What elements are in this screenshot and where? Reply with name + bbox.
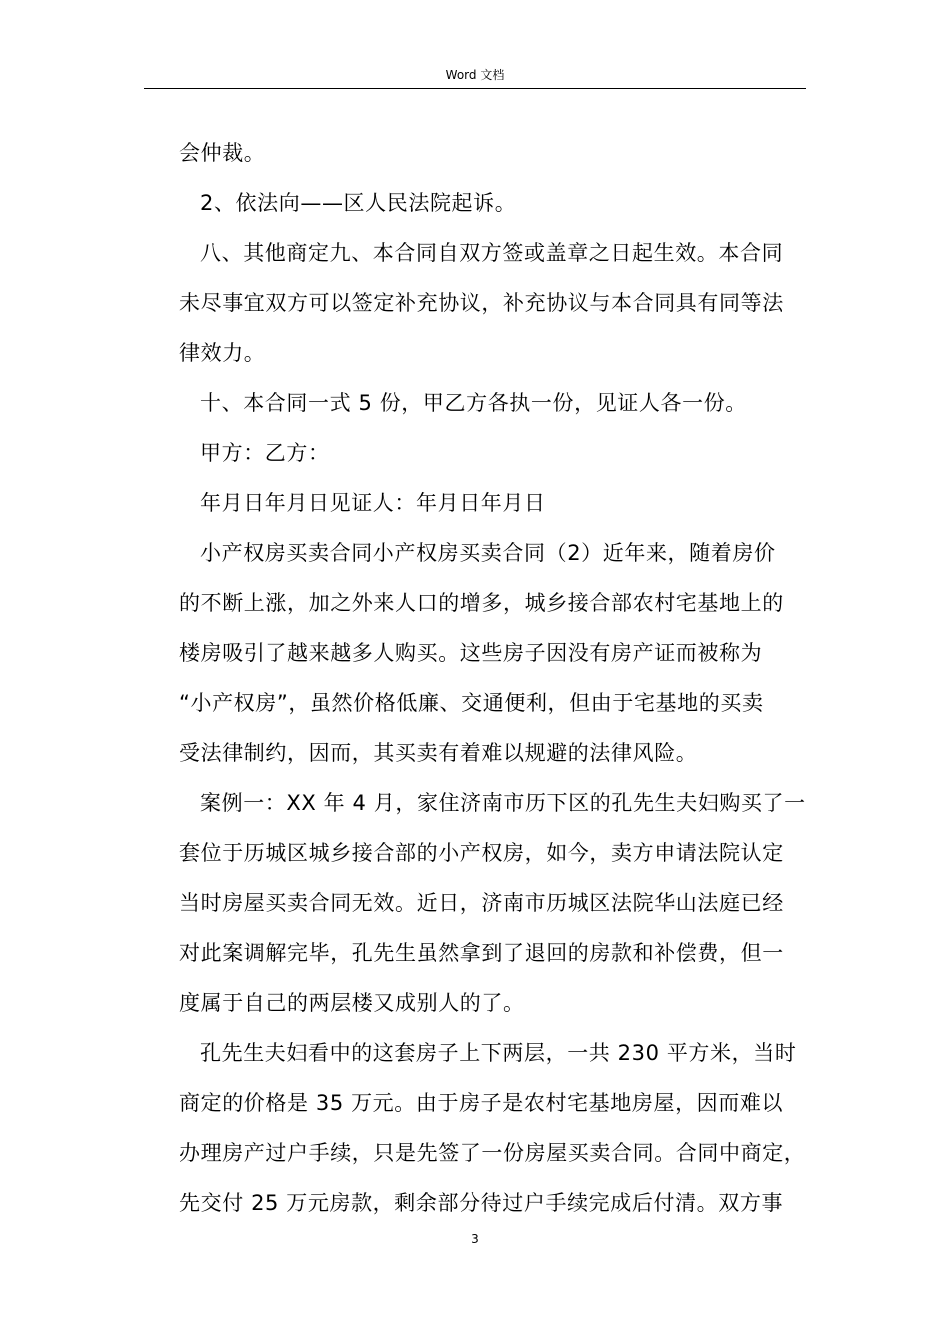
- text-line: 甲方：乙方：: [200, 441, 330, 465]
- text-line: 楼房吸引了越来越多人购买。这些房子因没有房产证而被称为: [179, 641, 763, 665]
- page-number: 3: [471, 1232, 479, 1246]
- text-line: 未尽事宜双方可以签定补充协议，补充协议与本合同具有同等法: [179, 291, 784, 315]
- text-line: 对此案调解完毕，孔先生虽然拿到了退回的房款和补偿费，但一: [179, 941, 784, 965]
- text-line: 办理房产过户手续，只是先签了一份房屋买卖合同。合同中商定，: [179, 1141, 806, 1165]
- text-line: 商定的价格是 35 万元。由于房子是农村宅基地房屋，因而难以: [179, 1091, 784, 1115]
- text-line: “小产权房”，虽然价格低廉、交通便利，但由于宅基地的买卖: [179, 691, 764, 715]
- text-line: 当时房屋买卖合同无效。近日，济南市历城区法院华山法庭已经: [179, 891, 784, 915]
- text-line: 度属于自己的两层楼又成别人的了。: [179, 991, 525, 1015]
- text-line: 小产权房买卖合同小产权房买卖合同（2）近年来，随着房价: [200, 541, 776, 565]
- text-line: 年月日年月日见证人：年月日年月日: [200, 491, 546, 515]
- document-body: [179, 128, 809, 1228]
- text-line: 十、本合同一式 5 份，甲乙方各执一份，见证人各一份。: [200, 391, 747, 415]
- text-line: 先交付 25 万元房款，剩余部分待过户手续完成后付清。双方事: [179, 1191, 784, 1215]
- text-line: 2、依法向——区人民法院起诉。: [200, 191, 517, 215]
- header-divider: [144, 88, 806, 89]
- text-line: 案例一：XX 年 4 月，家住济南市历下区的孔先生夫妇购买了一: [200, 791, 806, 815]
- page-header-title: Word 文档: [445, 68, 505, 82]
- text-line: 八、其他商定九、本合同自双方签或盖章之日起生效。本合同: [200, 241, 784, 265]
- text-line: 会仲裁。: [179, 141, 266, 165]
- text-line: 受法律制约，因而，其买卖有着难以规避的法律风险。: [179, 741, 698, 765]
- text-line: 孔先生夫妇看中的这套房子上下两层，一共 230 平方米，当时: [200, 1041, 797, 1065]
- text-line: 套位于历城区城乡接合部的小产权房，如今，卖方申请法院认定: [179, 841, 784, 865]
- text-line: 的不断上涨，加之外来人口的增多，城乡接合部农村宅基地上的: [179, 591, 784, 615]
- text-line: 律效力。: [179, 341, 266, 365]
